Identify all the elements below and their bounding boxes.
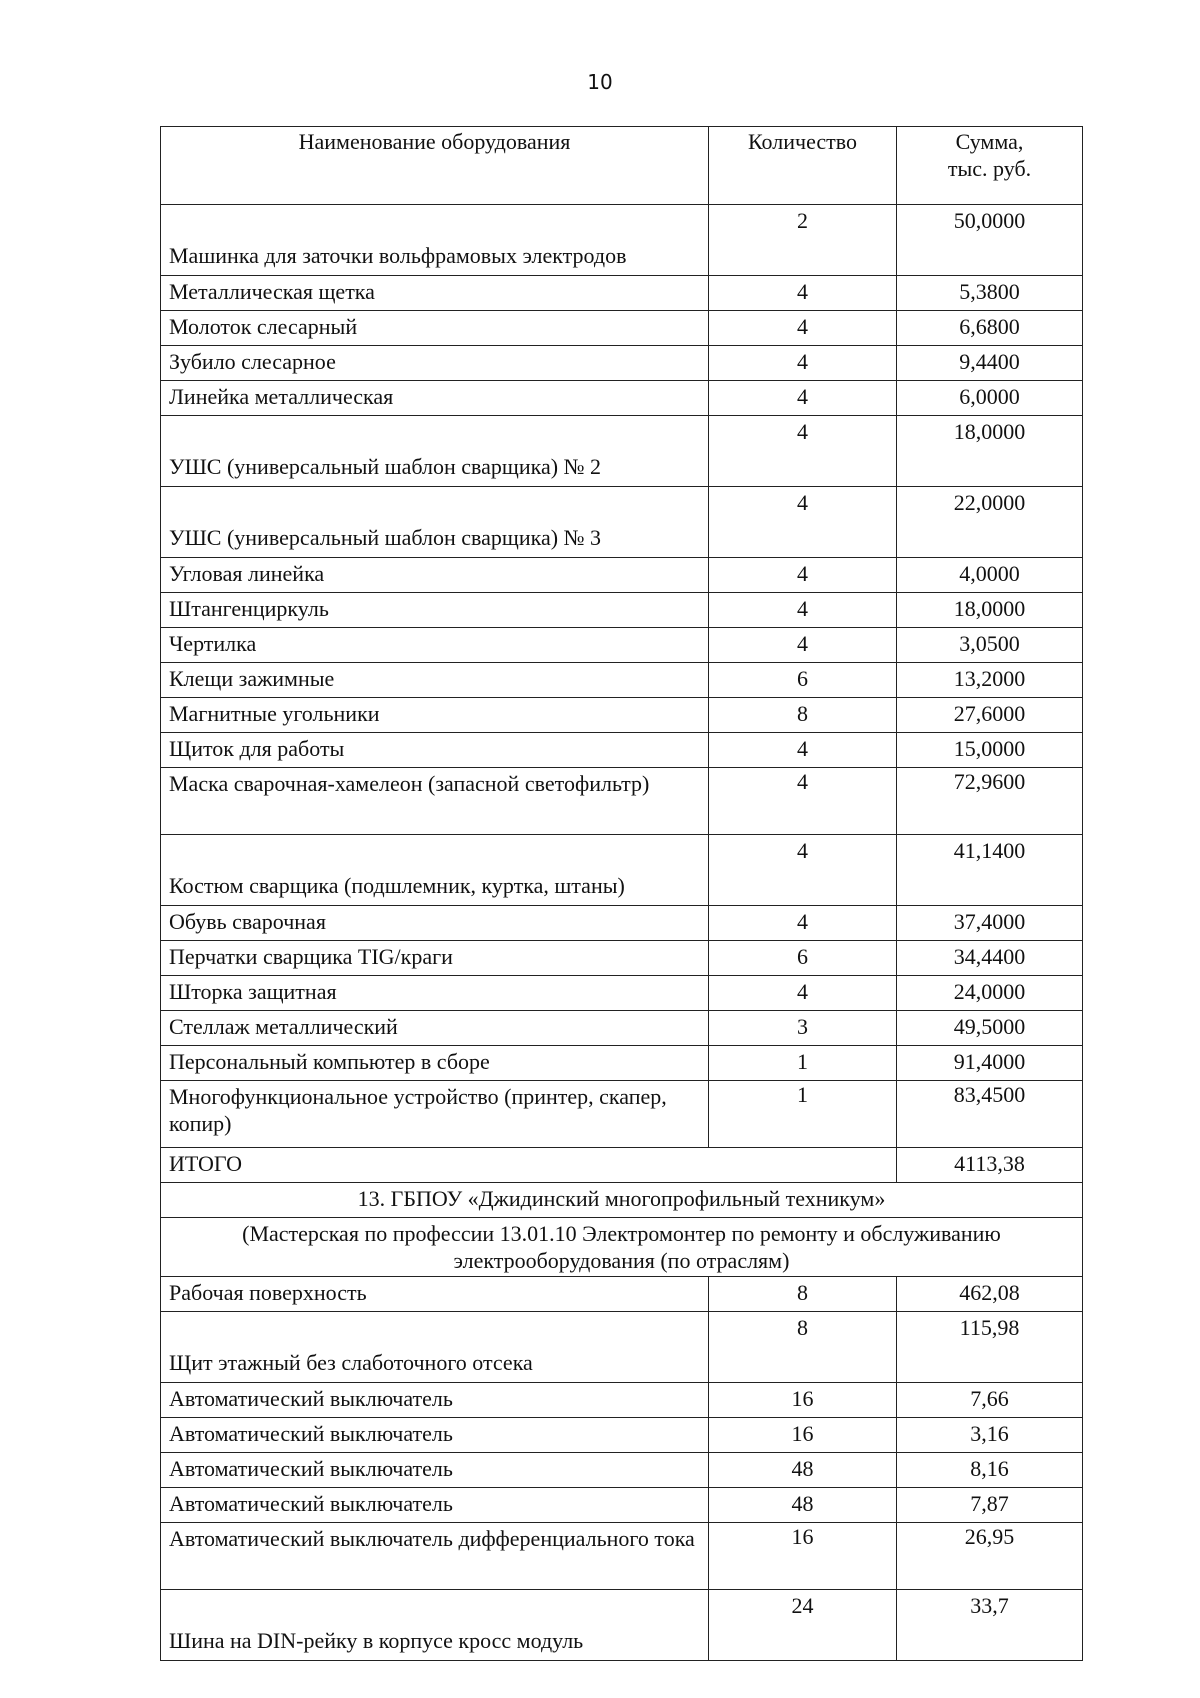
row-qty: 3: [709, 1011, 897, 1046]
row-name: Персональный компьютер в сборе: [161, 1046, 709, 1081]
row-qty: 8: [709, 1277, 897, 1312]
row-name: Шторка защитная: [161, 976, 709, 1011]
table-row: [161, 487, 1083, 558]
row-qty: 4: [709, 381, 897, 416]
row-sum: 18,0000: [897, 416, 1083, 487]
row-name: Металлическая щетка: [161, 276, 709, 311]
row-sum: 6,6800: [897, 311, 1083, 346]
total-label: ИТОГО: [161, 1148, 897, 1183]
table-row: [161, 628, 1083, 663]
section-title-row: [161, 1183, 1083, 1218]
table-row: [161, 593, 1083, 628]
row-name: Зубило слесарное: [161, 346, 709, 381]
table-row: [161, 558, 1083, 593]
row-sum: 27,6000: [897, 698, 1083, 733]
row-name: Щиток для работы: [161, 733, 709, 768]
row-qty: 6: [709, 941, 897, 976]
row-sum: 37,4000: [897, 906, 1083, 941]
row-name: УШС (универсальный шаблон сварщика) № 3: [161, 487, 709, 558]
row-sum: 22,0000: [897, 487, 1083, 558]
row-qty: 16: [709, 1523, 897, 1590]
table-row: [161, 1590, 1083, 1661]
row-sum: 115,98: [897, 1312, 1083, 1383]
row-name: Обувь сварочная: [161, 906, 709, 941]
row-qty: 4: [709, 628, 897, 663]
row-qty: 16: [709, 1383, 897, 1418]
row-name: Стеллаж металлический: [161, 1011, 709, 1046]
row-name: Рабочая поверхность: [161, 1277, 709, 1312]
row-name: Штангенциркуль: [161, 593, 709, 628]
row-sum: 8,16: [897, 1453, 1083, 1488]
row-sum: 9,4400: [897, 346, 1083, 381]
total-row: [161, 1148, 1083, 1183]
row-qty: 4: [709, 768, 897, 835]
table-row: [161, 1418, 1083, 1453]
table-row: [161, 663, 1083, 698]
table-row: [161, 1081, 1083, 1148]
header-name: Наименование оборудования: [161, 127, 709, 205]
row-sum: 83,4500: [897, 1081, 1083, 1148]
row-name: Костюм сварщика (подшлемник, куртка, штаны): [161, 835, 709, 906]
row-qty: 8: [709, 698, 897, 733]
row-sum: 13,2000: [897, 663, 1083, 698]
table-row: [161, 1011, 1083, 1046]
row-sum: 50,0000: [897, 205, 1083, 276]
row-qty: 4: [709, 276, 897, 311]
row-qty: 16: [709, 1418, 897, 1453]
row-name: Щит этажный без слаботочного отсека: [161, 1312, 709, 1383]
row-sum: 18,0000: [897, 593, 1083, 628]
header-sum: [897, 127, 1083, 205]
equipment-table: [160, 126, 1083, 1661]
row-sum: 91,4000: [897, 1046, 1083, 1081]
row-qty: 48: [709, 1488, 897, 1523]
table-row: [161, 906, 1083, 941]
table-row: [161, 1312, 1083, 1383]
table-row: [161, 1523, 1083, 1590]
row-name: Машинка для заточки вольфрамовых электродов: [161, 205, 709, 276]
row-qty: 4: [709, 311, 897, 346]
row-name: Автоматический выключатель дифференциального тока: [161, 1523, 709, 1590]
row-name: Перчатки сварщика TIG/краги: [161, 941, 709, 976]
table-row: [161, 416, 1083, 487]
table-row: [161, 768, 1083, 835]
table-row: [161, 1453, 1083, 1488]
table-row: [161, 276, 1083, 311]
row-qty: 48: [709, 1453, 897, 1488]
row-sum: 33,7: [897, 1590, 1083, 1661]
row-sum: 41,1400: [897, 835, 1083, 906]
row-sum: 3,16: [897, 1418, 1083, 1453]
table-row: [161, 835, 1083, 906]
row-name: Линейка металлическая: [161, 381, 709, 416]
row-sum: 72,9600: [897, 768, 1083, 835]
section-title: 13. ГБПОУ «Джидинский многопрофильный техникум»: [161, 1183, 1083, 1218]
header-sum-line1: Сумма,: [955, 129, 1024, 154]
row-qty: 4: [709, 487, 897, 558]
table-row: [161, 976, 1083, 1011]
row-qty: 4: [709, 906, 897, 941]
table-row: [161, 346, 1083, 381]
table-row: [161, 698, 1083, 733]
row-name: УШС (универсальный шаблон сварщика) № 2: [161, 416, 709, 487]
row-qty: 4: [709, 593, 897, 628]
row-sum: 3,0500: [897, 628, 1083, 663]
row-name: Маска сварочная-хамелеон (запасной светофильтр): [161, 768, 709, 835]
row-qty: 1: [709, 1046, 897, 1081]
row-name: Шина на DIN-рейку в корпусе кросс модуль: [161, 1590, 709, 1661]
row-qty: 8: [709, 1312, 897, 1383]
row-name: Автоматический выключатель: [161, 1488, 709, 1523]
row-sum: 49,5000: [897, 1011, 1083, 1046]
table-row: [161, 941, 1083, 976]
row-name: Чертилка: [161, 628, 709, 663]
row-sum: 4,0000: [897, 558, 1083, 593]
table-row: [161, 1383, 1083, 1418]
table-row: [161, 1277, 1083, 1312]
total-sum: 4113,38: [897, 1148, 1083, 1183]
row-sum: 15,0000: [897, 733, 1083, 768]
row-sum: 7,87: [897, 1488, 1083, 1523]
row-name: Угловая линейка: [161, 558, 709, 593]
row-qty: 2: [709, 205, 897, 276]
page-number: 10: [587, 70, 613, 94]
row-qty: 4: [709, 558, 897, 593]
row-name: Автоматический выключатель: [161, 1418, 709, 1453]
row-qty: 6: [709, 663, 897, 698]
row-sum: 6,0000: [897, 381, 1083, 416]
section-subtitle-row: [161, 1218, 1083, 1277]
table-row: [161, 1046, 1083, 1081]
row-sum: 26,95: [897, 1523, 1083, 1590]
row-sum: 34,4400: [897, 941, 1083, 976]
row-name: Многофункциональное устройство (принтер, скапер, копир): [161, 1081, 709, 1148]
row-qty: 1: [709, 1081, 897, 1148]
row-name: Молоток слесарный: [161, 311, 709, 346]
row-qty: 4: [709, 733, 897, 768]
row-name: Магнитные угольники: [161, 698, 709, 733]
row-name: Автоматический выключатель: [161, 1383, 709, 1418]
row-sum: 462,08: [897, 1277, 1083, 1312]
row-qty: 24: [709, 1590, 897, 1661]
table-header-row: [161, 127, 1083, 205]
section-subtitle: (Мастерская по профессии 13.01.10 Электромонтер по ремонту и обслуживанию электрооборудования (по отраслям): [161, 1218, 1083, 1277]
row-sum: 24,0000: [897, 976, 1083, 1011]
row-sum: 5,3800: [897, 276, 1083, 311]
row-qty: 4: [709, 346, 897, 381]
row-qty: 4: [709, 416, 897, 487]
row-name: Автоматический выключатель: [161, 1453, 709, 1488]
table-row: [161, 311, 1083, 346]
row-qty: 4: [709, 835, 897, 906]
table-row: [161, 381, 1083, 416]
row-sum: 7,66: [897, 1383, 1083, 1418]
row-name: Клещи зажимные: [161, 663, 709, 698]
table-row: [161, 205, 1083, 276]
header-sum-line2: тыс. руб.: [947, 156, 1032, 181]
table-row: [161, 1488, 1083, 1523]
row-qty: 4: [709, 976, 897, 1011]
table-row: [161, 733, 1083, 768]
header-qty: Количество: [709, 127, 897, 205]
